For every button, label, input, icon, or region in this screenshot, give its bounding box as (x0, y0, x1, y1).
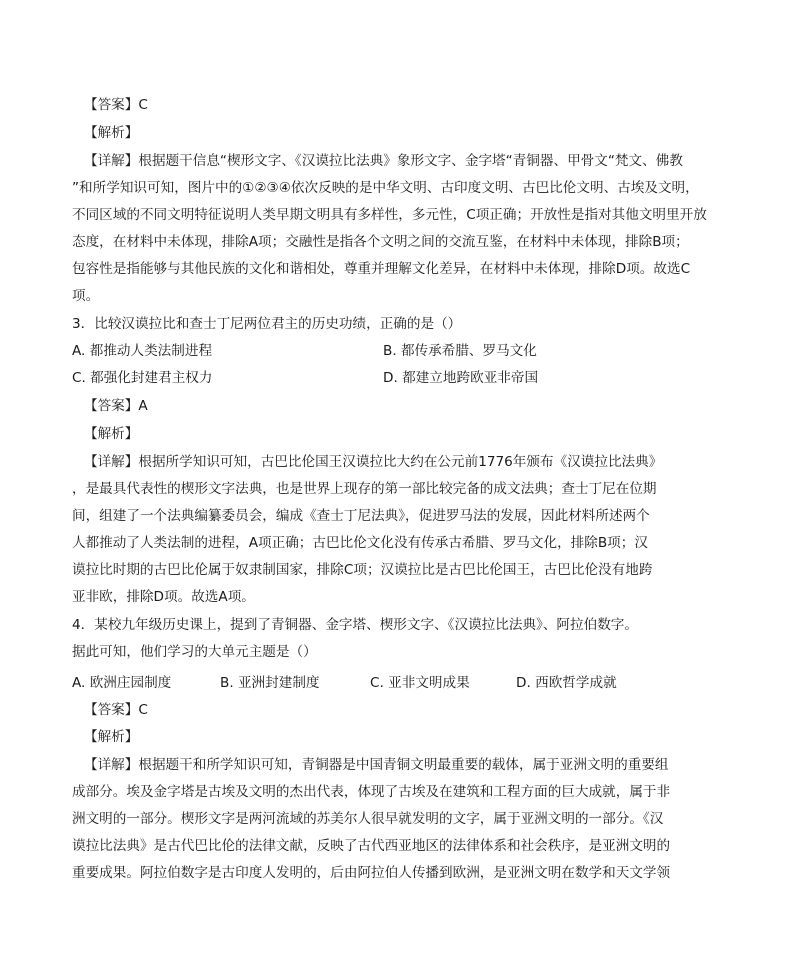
q3-detail-line: 谟拉比时期的古巴比伦属于奴隶制国家，排除C项；汉谟拉比是古巴比伦国王，古巴比伦没有地跨 (72, 562, 653, 578)
q3-analysis-label: 【解析】 (84, 426, 139, 442)
q4-question: 据此可知，他们学习的大单元主题是（） (72, 644, 317, 660)
q2-detail-line: ”和所学知识可知，图片中的①②③④依次反映的是中华文明、古印度文明、古巴比伦文明、古埃及文明， (72, 180, 699, 196)
q3-question: 3．比较汉谟拉比和查士丁尼两位君主的历史功绩，正确的是（） (72, 316, 462, 332)
q4-question: 4．某校九年级历史课上，提到了青铜器、金字塔、楔形文字、《汉谟拉比法典》、阿拉伯数字。 (72, 617, 638, 633)
q4-detail-line: 成部分。埃及金字塔是古埃及文明的杰出代表，体现了古埃及在建筑和工程方面的巨大成就，属于非 (72, 784, 671, 800)
q4-option-b: B. 亚洲封建制度 (220, 675, 320, 691)
q2-detail-line: 不同区域的不同文明特征说明人类早期文明具有多样性，多元性，C项正确；开放性是指对其他文明里开放 (72, 207, 707, 223)
q4-option-a: A. 欧洲庄园制度 (72, 675, 172, 691)
q4-detail-line: 重要成果。阿拉伯数字是古印度人发明的，后由阿拉伯人传播到欧洲，是亚洲文明在数学和天文学领 (72, 865, 671, 881)
q3-option-a: A. 都推动人类法制进程 (72, 343, 213, 359)
q4-detail-line: 洲文明的一部分。楔形文字是两河流域的苏美尔人很早就发明的文字，属于亚洲文明的一部分。《汉 (72, 811, 664, 827)
q3-detail-line: ，是最具代表性的楔形文字法典，也是世界上现存的第一部比较完备的成文法典；查士丁尼在位期 (72, 481, 657, 497)
q4-option-c: C. 亚非文明成果 (370, 675, 470, 691)
q3-detail-line: 人都推动了人类法制的进程，A项正确；古巴比伦文化没有传承古希腊、罗马文化，排除B项；汉 (72, 535, 648, 551)
q3-answer: 【答案】A (84, 398, 148, 414)
q4-answer: 【答案】C (84, 702, 148, 718)
q3-detail-line: 间，组建了一个法典编纂委员会，编成《查士丁尼法典》，促进罗马法的发展，因此材料所述两个 (72, 508, 650, 524)
q3-option-c: C. 都强化封建君主权力 (72, 370, 213, 386)
q2-answer: 【答案】C (84, 97, 148, 113)
q3-option-b: B. 都传承希腊、罗马文化 (383, 343, 537, 359)
q3-detail-line: 【详解】根据所学知识可知，古巴比伦国王汉谟拉比大约在公元前1776年颁布《汉谟拉比法典》 (84, 454, 663, 470)
q4-analysis-label: 【解析】 (84, 729, 139, 745)
q3-option-d: D. 都建立地跨欧亚非帝国 (383, 370, 539, 386)
q2-detail-line: 【详解】根据题干信息“楔形文字、《汉谟拉比法典》象形文字、金字塔“青铜器、甲骨文“梵文、佛教 (84, 153, 683, 169)
q4-detail-line: 谟拉比法典》是古代巴比伦的法律文献，反映了古代西亚地区的法律体系和社会秩序，是亚洲文明的 (72, 838, 671, 854)
q2-analysis-label: 【解析】 (84, 125, 139, 141)
q2-detail-line: 态度，在材料中未体现，排除A项；交融性是指各个文明之间的交流互鉴，在材料中未体现，排除B项； (72, 234, 689, 250)
q3-detail-line: 亚非欧，排除D项。故选A项。 (72, 589, 255, 605)
q2-detail-line: 项。 (72, 288, 100, 304)
q4-option-d: D. 西欧哲学成就 (516, 675, 617, 691)
q2-detail-line: 包容性是指能够与其他民族的文化和谐相处，尊重并理解文化差异，在材料中未体现，排除D项。故选C (72, 261, 691, 277)
q4-detail-line: 【详解】根据题干和所学知识可知，青铜器是中国青铜文明最重要的载体，属于亚洲文明的重要组 (84, 757, 669, 773)
